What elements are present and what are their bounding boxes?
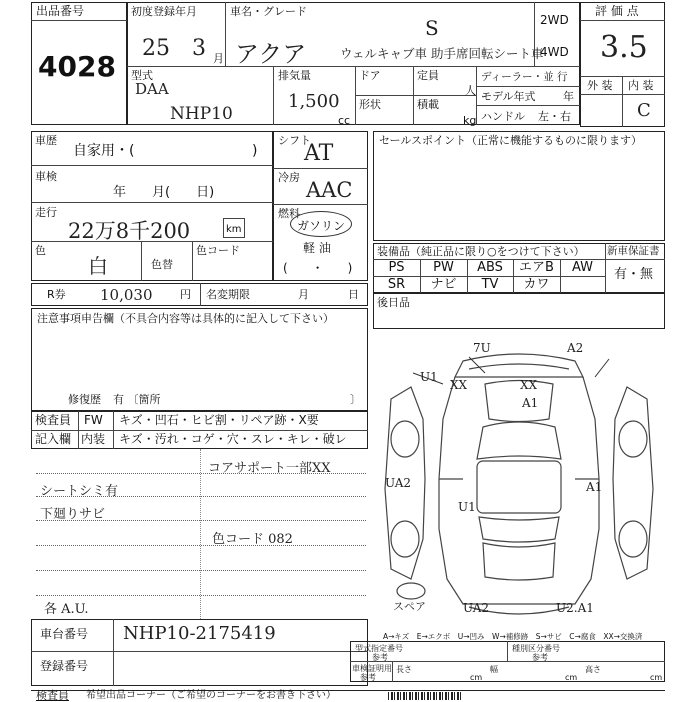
diagram-mark-ua2-rear: UA2 — [463, 601, 490, 615]
handle-label: ハンドル — [481, 110, 525, 123]
rear-item-label: 後日品 — [377, 296, 410, 309]
diagram-mark-7u: 7U — [473, 341, 491, 355]
equip-aw: AW — [571, 260, 594, 275]
fuel-other: ( ・ ) — [283, 261, 353, 275]
height-cm: cm — [650, 673, 663, 682]
grade-note: ウェルキャブ車 助手席回転シート車 — [340, 46, 544, 61]
diagram-mark-a2-top: A2 — [567, 341, 584, 355]
registration-label: 登録番号 — [40, 659, 89, 673]
height-label: 高さ — [585, 665, 601, 674]
year-unit: 年 — [563, 90, 574, 103]
shift-label: シフト — [278, 134, 311, 147]
fw-items: キズ・凹石・ヒビ割・リペア跡・X要 — [119, 413, 319, 427]
cert-ref: 参考 — [360, 673, 376, 682]
note-core-support: コアサポート一部XX — [208, 461, 331, 476]
warranty-label: 新車保証書 — [607, 245, 660, 257]
diagram-mark-a1-right: A1 — [586, 480, 603, 494]
diagram-mark-a1-center: A1 — [522, 396, 539, 410]
lot-number: 4028 — [38, 50, 116, 83]
gasoline-circle-mark — [290, 211, 352, 237]
repair-label: 修復歴 — [68, 393, 101, 406]
diagram-mark-u1-mid: U1 — [458, 500, 476, 514]
note-underbody-rust: 下廻りサビ — [40, 507, 106, 522]
interior-grade: C — [637, 100, 651, 121]
sales-point-box — [373, 131, 665, 241]
repair-value: 有 〔箇所 — [113, 393, 161, 406]
car-damage-diagram — [373, 329, 665, 629]
fuel-diesel: 軽 油 — [303, 241, 331, 255]
width-label: 幅 — [490, 665, 498, 674]
interior-check-label: 内装 — [81, 432, 106, 446]
equip-abs: ABS — [477, 260, 503, 275]
shape-label: 形状 — [359, 98, 381, 111]
person-unit: 人 — [465, 84, 476, 97]
color-code-label: 色コード — [196, 244, 240, 257]
aircon-label: 冷房 — [278, 171, 300, 184]
color-change-label: 色替 — [151, 258, 173, 271]
recorder-label: 記入欄 — [35, 432, 72, 446]
equip-airbag: エアB — [519, 260, 554, 275]
equip-navi: ナビ — [430, 277, 457, 292]
interior-label: 内 装 — [628, 79, 654, 92]
mileage-value: 22万8千200 — [68, 219, 191, 243]
rating-label: 評 価 点 — [595, 4, 639, 18]
reg-month: 3 — [192, 36, 206, 61]
damage-legend: A→キズ E→エクボ U→凹み W→補修跡 S→サビ C→腐食 XX→交換済 — [383, 632, 643, 641]
diagram-mark-xx-center: XX — [520, 378, 538, 392]
cert-label: 車検証明用 — [352, 664, 392, 673]
model-year-label: モデル年式 — [481, 90, 536, 103]
repair-close: 〕 — [350, 393, 361, 406]
kg-unit: kg — [463, 114, 477, 127]
diagram-mark-spare: スペア — [393, 600, 426, 613]
equip-leather: カワ — [523, 277, 550, 292]
color-label: 色 — [35, 244, 46, 257]
mileage-label: 走行 — [35, 206, 57, 219]
model-code: NHP10 — [170, 104, 233, 124]
equip-pw: PW — [433, 260, 454, 275]
name-change-label: 名変期限 — [206, 288, 250, 301]
name-grade-label: 車名・グレード — [230, 5, 307, 18]
model-label: 型式 — [131, 69, 153, 82]
model-designation-label: 型式指定番号 — [355, 644, 403, 653]
lot-label: 出品番号 — [36, 4, 85, 18]
fuel-gasoline: ガソリン — [297, 219, 346, 233]
aircon-value: AAC — [306, 178, 353, 202]
diagram-mark-xx-left: XX — [450, 378, 468, 392]
fw-label: FW — [84, 413, 103, 427]
inspection-value: 年 月( 日) — [113, 185, 215, 200]
reg-year: 25 — [142, 36, 170, 61]
category-ref: 参考 — [532, 653, 548, 662]
notes-label: 注意事項申告欄（不具合内容等は具体的に記入して下さい） — [37, 312, 334, 325]
month-unit: 月 — [213, 52, 224, 65]
footer-note: 希望出品コーナー（ご希望のコーナーをお書き下さい） — [86, 690, 336, 701]
diagram-mark-ua2-left: UA2 — [385, 476, 412, 490]
dealer-label: ディーラー・並 行 — [481, 71, 568, 83]
name-change-day: 日 — [348, 288, 359, 301]
equip-tv: TV — [481, 277, 499, 292]
rear-item-box — [373, 293, 665, 329]
equip-ps: PS — [388, 260, 405, 275]
rating-value: 3.5 — [600, 30, 648, 65]
inspector-label: 検査員 — [35, 413, 72, 427]
length-cm: cm — [470, 673, 483, 682]
history-close: ) — [252, 143, 258, 159]
chassis-label: 車台番号 — [40, 627, 89, 641]
barcode — [388, 692, 463, 700]
category-label: 種別区分番号 — [512, 644, 560, 653]
warranty-value: 有・無 — [614, 267, 654, 282]
color-value: 白 — [88, 254, 108, 278]
note-each-au: 各 A.U. — [44, 602, 89, 617]
recycle-yen: 円 — [180, 288, 191, 301]
fuel-label: 燃料 — [278, 207, 300, 220]
equip-sr: SR — [387, 277, 406, 292]
recycle-amount: 10,030 — [100, 286, 153, 304]
name-change-month: 月 — [298, 288, 309, 301]
capacity-label: 定員 — [417, 69, 439, 82]
cc-unit: cc — [338, 114, 351, 127]
inspection-label: 車検 — [35, 170, 57, 183]
exterior-label: 外 装 — [587, 79, 613, 92]
sales-point-label: セールスポイント（正常に機能するものに限ります） — [379, 134, 643, 147]
displacement-label: 排気量 — [278, 69, 311, 82]
diagram-mark-u2a1-rear: U2.A1 — [556, 601, 594, 615]
door-label: ドア — [359, 69, 381, 82]
width-cm: cm — [565, 673, 578, 682]
model-prefix: DAA — [135, 80, 169, 98]
displacement-value: 1,500 — [288, 91, 340, 112]
length-label: 長さ — [396, 665, 412, 674]
first-reg-label: 初度登録年月 — [131, 5, 197, 18]
chassis-number: NHP10-2175419 — [123, 623, 276, 644]
equipment-label: 装備品（純正品に限り○をつけて下さい） — [377, 245, 585, 258]
note-seat-stain: シートシミ有 — [40, 484, 119, 499]
car-name: アクア — [235, 40, 307, 68]
footer-inspector-stamp: 検査員 — [36, 689, 69, 702]
grade: S — [425, 16, 439, 40]
km-unit: km — [226, 224, 242, 235]
model-designation-ref: 参考 — [372, 653, 388, 662]
recycle-label: R券 — [47, 288, 66, 301]
handle-options: 左・右 — [538, 110, 571, 123]
note-color-code: 色コード 082 — [212, 532, 293, 547]
drive-4wd: 4WD — [540, 45, 569, 59]
drive-2wd: 2WD — [540, 13, 569, 27]
diagram-mark-u1-left: U1 — [420, 370, 438, 384]
history-value: 自家用・( — [73, 143, 135, 159]
load-label: 積載 — [417, 98, 439, 111]
history-label: 車歴 — [35, 134, 57, 147]
interior-items: キズ・汚れ・コゲ・穴・スレ・キレ・破レ — [119, 432, 347, 446]
shift-value: AT — [304, 141, 334, 166]
